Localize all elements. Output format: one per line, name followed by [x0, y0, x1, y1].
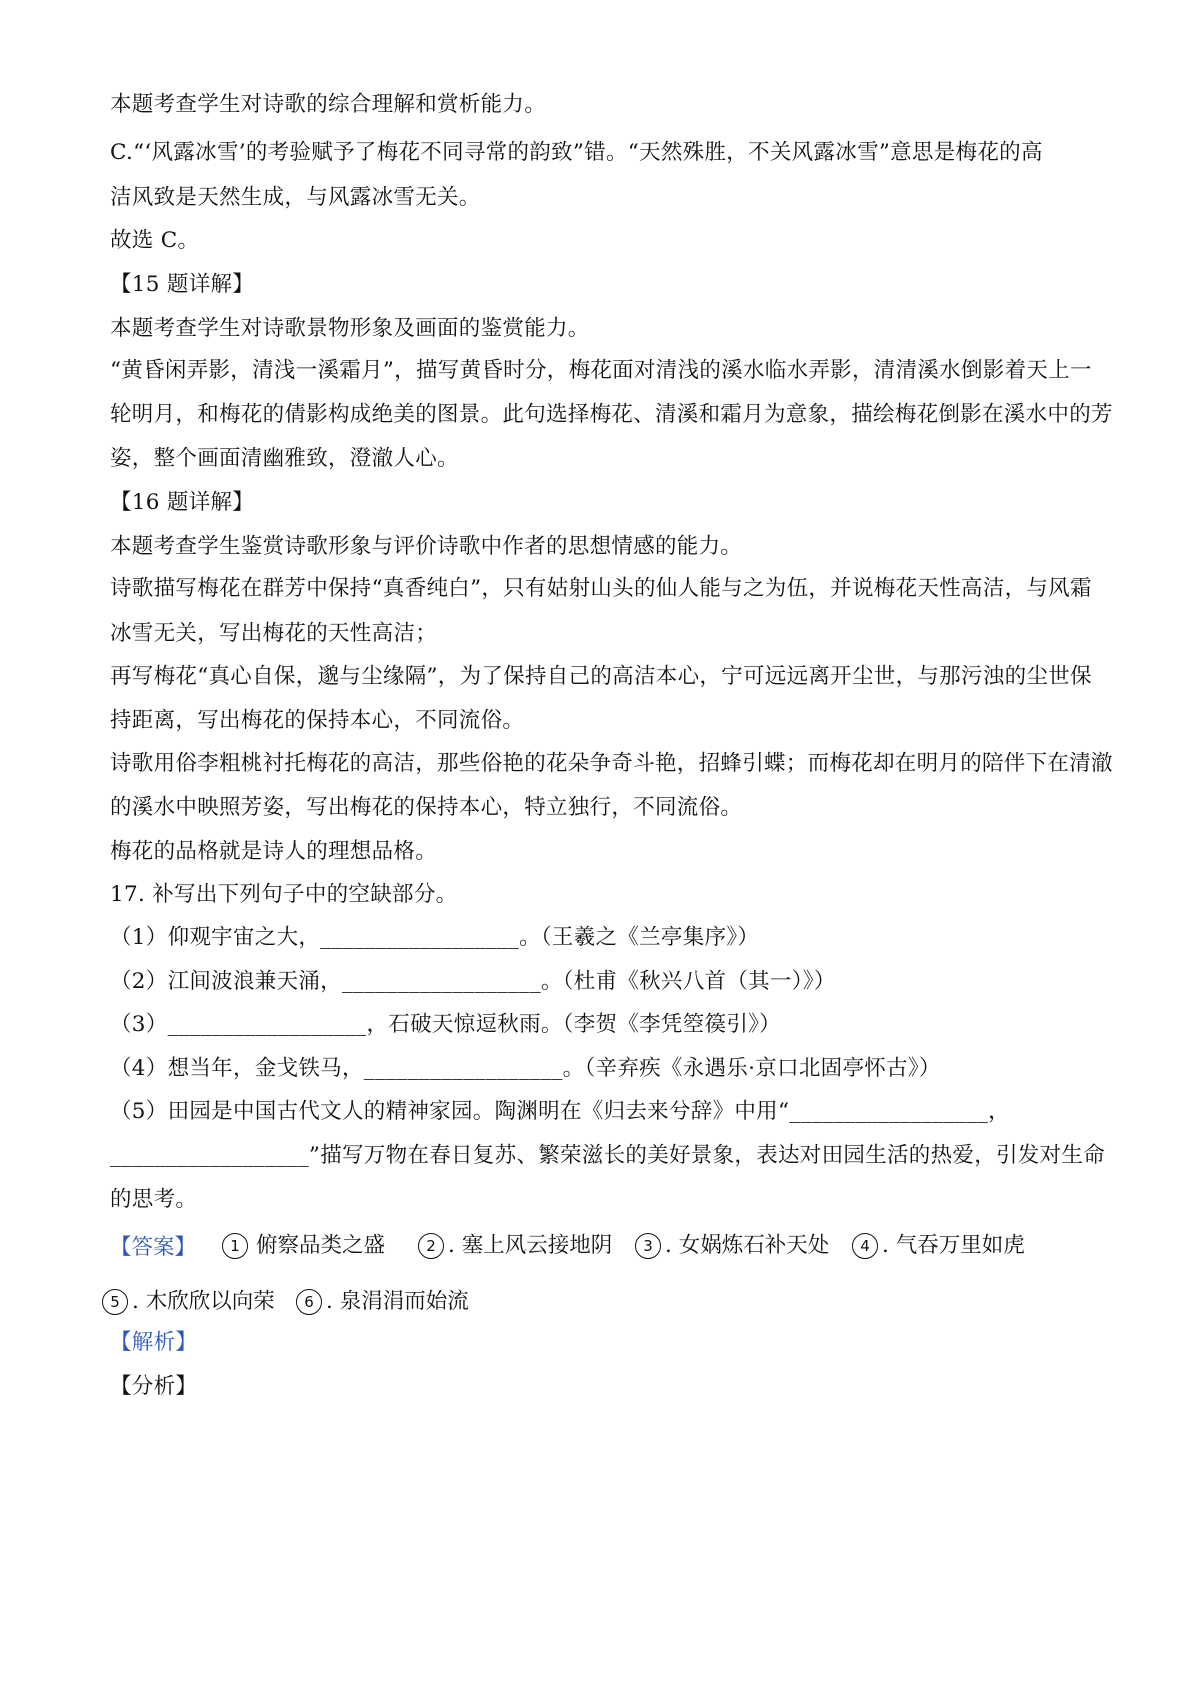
question-17-item-3: （3）__________________，石破天惊逗秋雨。（李贺《李凭箜篌引》） [110, 1012, 781, 1037]
section-heading-15: 【15 题详解】 [110, 272, 255, 297]
text-line: 梅花的品格就是诗人的理想品格。 [110, 839, 438, 864]
text-line: 姿，整个画面清幽雅致，澄澈人心。 [110, 446, 459, 471]
text-line: 冰雪无关，写出梅花的天性高洁； [110, 621, 438, 646]
answer-item-2: 2 . 塞上风云接地阴 [418, 1228, 612, 1259]
answer-item-1: 1 俯察品类之盛 [222, 1228, 385, 1259]
answer-item-3: 3 . 女娲炼石补天处 [635, 1228, 829, 1259]
text-line: 故选 C。 [110, 228, 200, 253]
answer-item-5: 5 . 木欣欣以向荣 [102, 1284, 275, 1315]
question-17-item-1: （1）仰观宇宙之大，__________________。（王羲之《兰亭集序》） [110, 925, 760, 950]
text-line: 持距离，写出梅花的保持本心，不同流俗。 [110, 708, 525, 733]
answer-row-1 [110, 1230, 1110, 1264]
question-17-item-4: （4）想当年，金戈铁马，__________________。（辛弃疾《永遇乐·京口北固亭怀古》） [110, 1056, 941, 1081]
text-line: 本题考查学生对诗歌的综合理解和赏析能力。 [110, 92, 547, 117]
text-line: 洁风致是天然生成，与风露冰雪无关。 [110, 185, 481, 210]
text-line: 的思考。 [110, 1187, 198, 1212]
text-line: “黄昏闲弄影，清浅一溪霜月”，描写黄昏时分，梅花面对清浅的溪水临水弄影，清清溪水倒影着天上一 [110, 358, 1092, 383]
question-17-item-2: （2）江间波浪兼天涌，__________________。（杜甫《秋兴八首（其一）》） [110, 969, 836, 994]
text-line: 诗歌用俗李粗桃衬托梅花的高洁，那些俗艳的花朵争奇斗艳，招蜂引蝶；而梅花却在明月的陪伴下在清澈 [110, 751, 1113, 776]
text-line: 本题考查学生对诗歌景物形象及画面的鉴赏能力。 [110, 316, 590, 341]
answer-row-2 [110, 1286, 710, 1320]
answer-item-4: 4 . 气吞万里如虎 [852, 1228, 1025, 1259]
question-17-item-5: （5）田园是中国古代文人的精神家园。陶渊明在《归去来兮辞》中用“__________________， [110, 1099, 1010, 1124]
analysis-label: 【解析】 [110, 1330, 198, 1355]
text-line: 诗歌描写梅花在群芳中保持“真香纯白”，只有姑射山头的仙人能与之为伍，并说梅花天性高洁，与风霜 [110, 576, 1092, 601]
text-line: 的溪水中映照芳姿，写出梅花的保持本心，特立独行，不同流俗。 [110, 795, 743, 820]
answer-item-6: 6 . 泉涓涓而始流 [296, 1284, 469, 1315]
text-line: __________________”描写万物在春日复苏、繁荣滋长的美好景象，表达对田园生活的热爱，引发对生命 [110, 1143, 1105, 1168]
text-line: 再写梅花“真心自保，邈与尘缘隔”，为了保持自己的高洁本心，宁可远远离开尘世，与那污浊的尘世保 [110, 664, 1092, 689]
answer-label: 【答案】 [110, 1235, 197, 1260]
text-line: 本题考查学生鉴赏诗歌形象与评价诗歌中作者的思想情感的能力。 [110, 534, 743, 559]
text-line: 轮明月，和梅花的倩影构成绝美的图景。此句选择梅花、清溪和霜月为意象，描绘梅花倒影在溪水中的芳 [110, 402, 1113, 427]
question-17-title: 17. 补写出下列句子中的空缺部分。 [110, 882, 458, 907]
section-heading-16: 【16 题详解】 [110, 490, 255, 515]
fenxi-label: 【分析】 [110, 1374, 198, 1399]
text-line: C.“‘风露冰雪’的考验赋予了梅花不同寻常的韵致”错。“天然殊胜，不关风露冰雪”意思是梅花的高 [110, 140, 1043, 165]
